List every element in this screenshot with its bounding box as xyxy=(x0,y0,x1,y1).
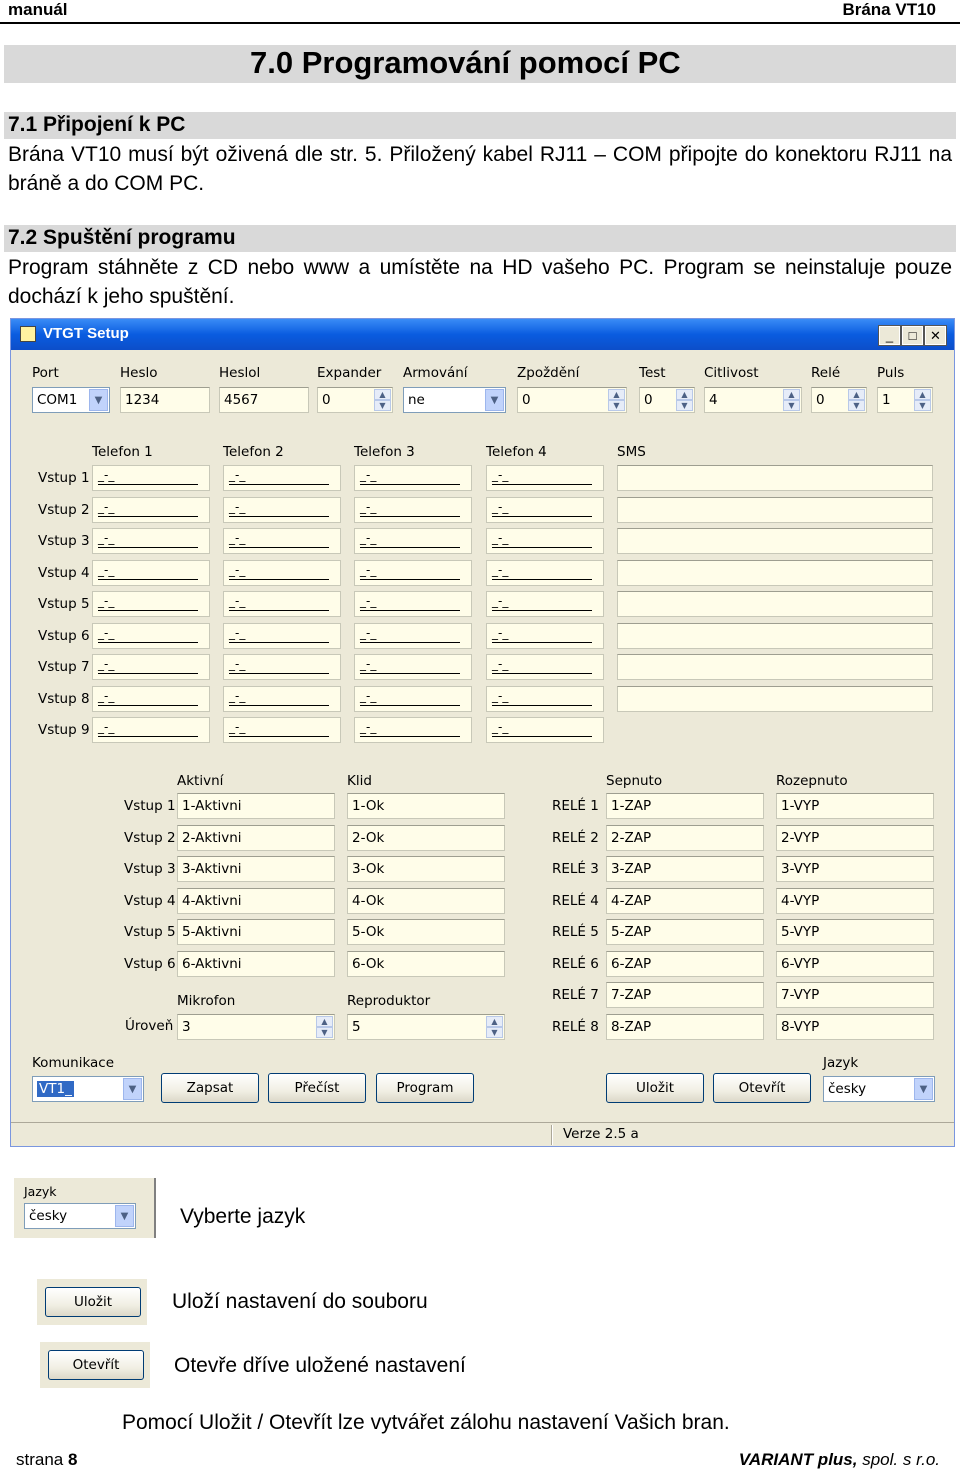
mikrofon-value: 3 xyxy=(182,1019,191,1035)
phone-input[interactable] xyxy=(354,560,472,586)
header-sms: SMS xyxy=(617,444,646,460)
label-mikrofon: Mikrofon xyxy=(177,993,236,1009)
sms-input[interactable] xyxy=(617,528,933,554)
footer-page-number: 8 xyxy=(67,1450,78,1469)
phone-mask: _-_ xyxy=(229,592,329,611)
phone-input[interactable] xyxy=(92,686,210,712)
aktivni-input[interactable]: 3-Aktivni xyxy=(177,856,335,882)
phone-mask: _-_ xyxy=(492,687,592,706)
rozepnuto-input[interactable]: 2-VYP xyxy=(776,825,934,851)
phone-input[interactable] xyxy=(486,528,604,554)
phone-input[interactable] xyxy=(354,654,472,680)
header-telefon-1: Telefon 1 xyxy=(92,444,153,460)
sepnuto-input[interactable]: 3-ZAP xyxy=(606,856,764,882)
spinner-arrows[interactable]: ▲ ▼ xyxy=(374,389,391,411)
sms-input[interactable] xyxy=(617,623,933,649)
jazyk-caption: Vyberte jazyk xyxy=(180,1205,306,1228)
phone-input[interactable] xyxy=(486,591,604,617)
jazyk-select[interactable] xyxy=(823,1076,935,1102)
doc-header-right: Brána VT10 xyxy=(842,0,936,19)
sepnuto-input[interactable]: 4-ZAP xyxy=(606,888,764,914)
phone-input[interactable] xyxy=(354,623,472,649)
aktivni-input[interactable]: 4-Aktivni xyxy=(177,888,335,914)
vstup-label: Vstup 3 xyxy=(38,533,90,549)
header-rozepnuto: Rozepnuto xyxy=(776,773,848,789)
aktivni-input[interactable]: 1-Aktivni xyxy=(177,793,335,819)
maximize-icon[interactable]: □ xyxy=(902,326,923,345)
komunikace-value: VT1_ xyxy=(39,1081,72,1097)
armovani-value: ne xyxy=(408,392,425,408)
section-72-title: 7.2 Spuštění programu xyxy=(8,226,236,249)
phone-mask: _-_ xyxy=(360,466,460,485)
version-label: Verze 2.5 a xyxy=(563,1126,639,1142)
footer-page-label: strana xyxy=(16,1450,64,1469)
status-bar xyxy=(11,1122,954,1146)
spinner-arrows[interactable]: ▲ ▼ xyxy=(848,389,865,411)
phone-mask: _-_ xyxy=(492,561,592,580)
klid-input[interactable]: 4-Ok xyxy=(347,888,505,914)
rozepnuto-input[interactable]: 3-VYP xyxy=(776,856,934,882)
phone-input[interactable] xyxy=(92,528,210,554)
footer-company xyxy=(739,1450,940,1470)
phone-input[interactable] xyxy=(354,497,472,523)
rele-label: RELÉ 8 xyxy=(552,1018,599,1035)
status-vstup-label: Vstup 1 xyxy=(124,798,176,814)
phone-input[interactable] xyxy=(92,497,210,523)
phone-mask: _-_ xyxy=(98,655,198,674)
phone-mask: _-_ xyxy=(360,655,460,674)
heslo-input[interactable]: 1234 xyxy=(120,387,210,413)
label-test: Test xyxy=(639,365,666,381)
label-armovani: Armování xyxy=(403,365,468,381)
window-titlebar xyxy=(11,319,954,350)
mini-jazyk-label: Jazyk xyxy=(24,1184,57,1199)
port-value: COM1 xyxy=(37,392,78,408)
spinner-arrows[interactable]: ▲ ▼ xyxy=(914,389,931,411)
phone-input[interactable] xyxy=(354,465,472,491)
test-value: 0 xyxy=(644,392,653,408)
rozepnuto-input[interactable]: 7-VYP xyxy=(776,982,934,1008)
rozepnuto-input[interactable]: 8-VYP xyxy=(776,1014,934,1040)
spinner-arrows[interactable]: ▲ ▼ xyxy=(608,389,625,411)
phone-input[interactable] xyxy=(92,465,210,491)
vtgt-setup-window xyxy=(10,318,955,1147)
aktivni-input[interactable]: 6-Aktivni xyxy=(177,951,335,977)
phone-input[interactable] xyxy=(223,465,341,491)
jazyk-mini-panel xyxy=(14,1178,156,1238)
close-icon[interactable]: ✕ xyxy=(925,326,946,345)
phone-mask: _-_ xyxy=(98,466,198,485)
phone-input[interactable] xyxy=(223,528,341,554)
status-separator xyxy=(551,1125,553,1145)
header-rule xyxy=(0,22,960,24)
phone-mask: _-_ xyxy=(360,529,460,548)
rele-spinner[interactable] xyxy=(811,387,867,413)
rele-label: RELÉ 7 xyxy=(552,987,599,1003)
sepnuto-input[interactable]: 7-ZAP xyxy=(606,982,764,1008)
citlivost-spinner[interactable] xyxy=(704,387,802,413)
phone-input[interactable] xyxy=(486,654,604,680)
phone-input[interactable] xyxy=(486,686,604,712)
section-72-text: Program stáhněte z CD nebo www a umístěte na HD vašeho PC. Program se neinstaluje pouze dochází k jeho spuštění. xyxy=(8,256,952,308)
phone-input[interactable] xyxy=(486,560,604,586)
sms-input[interactable] xyxy=(617,591,933,617)
otevrit-caption: Otevře dříve uložené nastavení xyxy=(174,1354,466,1377)
spinner-arrows[interactable]: ▲ ▼ xyxy=(486,1016,503,1038)
footer-company-name: VARIANT plus, xyxy=(738,1450,858,1469)
phone-input[interactable] xyxy=(354,686,472,712)
phone-mask: _-_ xyxy=(98,561,198,580)
rozepnuto-input[interactable]: 4-VYP xyxy=(776,888,934,914)
header-telefon-2: Telefon 2 xyxy=(223,444,284,460)
klid-input[interactable]: 5-Ok xyxy=(347,919,505,945)
phone-mask: _-_ xyxy=(98,718,198,737)
sms-input[interactable] xyxy=(617,654,933,680)
phone-input[interactable] xyxy=(223,686,341,712)
heslol-input[interactable]: 4567 xyxy=(219,387,309,413)
footer-company-rest: spol. s r.o. xyxy=(857,1450,940,1469)
ulozit-button[interactable]: Uložit xyxy=(606,1073,704,1103)
sepnuto-input[interactable]: 6-ZAP xyxy=(606,951,764,977)
vstup-label: Vstup 5 xyxy=(38,596,90,612)
label-zpozdeni: Zpoždění xyxy=(517,365,580,381)
phone-mask: _-_ xyxy=(492,592,592,611)
footer-page xyxy=(16,1450,77,1470)
ulozit-mini-panel xyxy=(37,1279,147,1325)
rozepnuto-input[interactable]: 1-VYP xyxy=(776,793,934,819)
puls-spinner[interactable] xyxy=(877,387,933,413)
header-aktivni: Aktivní xyxy=(177,773,224,789)
phone-mask: _-_ xyxy=(98,592,198,611)
otevrit-button[interactable]: Otevřít xyxy=(713,1073,811,1103)
label-puls: Puls xyxy=(877,365,905,381)
label-heslol: Heslol xyxy=(219,365,261,381)
zpozdeni-value: 0 xyxy=(522,392,531,408)
sms-input[interactable] xyxy=(617,497,933,523)
mini-jazyk-select[interactable] xyxy=(24,1203,136,1229)
rele-label: RELÉ 3 xyxy=(552,861,599,877)
program-button[interactable]: Program xyxy=(376,1073,474,1103)
section-71-text: Brána VT10 musí být oživená dle str. 5. Přiložený kabel RJ11 – COM připojte do konektoru RJ11 na bráně a do COM PC. xyxy=(8,143,952,195)
status-vstup-label: Vstup 4 xyxy=(124,892,176,909)
rele-label: RELÉ 5 xyxy=(552,924,599,940)
chevron-down-icon[interactable]: ▼ xyxy=(115,1205,134,1227)
klid-input[interactable]: 1-Ok xyxy=(347,793,505,819)
vstup-label: Vstup 2 xyxy=(38,501,90,518)
phone-input[interactable] xyxy=(223,654,341,680)
aktivni-input[interactable]: 5-Aktivni xyxy=(177,919,335,945)
header-telefon-4: Telefon 4 xyxy=(486,444,547,460)
phone-mask: _-_ xyxy=(229,498,329,517)
status-vstup-label: Vstup 5 xyxy=(124,924,176,940)
ulozit-caption: Uloží nastavení do souboru xyxy=(172,1290,428,1313)
sepnuto-input[interactable]: 8-ZAP xyxy=(606,1014,764,1040)
rele-label: RELÉ 1 xyxy=(552,798,599,814)
sepnuto-input[interactable]: 5-ZAP xyxy=(606,919,764,945)
rele-label: RELÉ 6 xyxy=(552,955,599,972)
phone-mask: _-_ xyxy=(360,624,460,643)
puls-value: 1 xyxy=(882,392,891,408)
phone-mask: _-_ xyxy=(229,466,329,485)
phone-mask: _-_ xyxy=(360,718,460,737)
label-heslo: Heslo xyxy=(120,365,158,381)
label-uroven: Úroveň xyxy=(125,1018,174,1034)
vstup-label: Vstup 7 xyxy=(38,659,90,675)
phone-mask: _-_ xyxy=(98,624,198,643)
label-expander: Expander xyxy=(317,365,382,381)
test-spinner[interactable] xyxy=(639,387,695,413)
mini-otevrit-button[interactable]: Otevřít xyxy=(48,1350,144,1380)
label-komunikace: Komunikace xyxy=(32,1055,115,1071)
phone-mask: _-_ xyxy=(229,718,329,737)
phone-input[interactable] xyxy=(92,654,210,680)
phone-mask: _-_ xyxy=(360,561,460,580)
phone-input[interactable] xyxy=(354,528,472,554)
phone-input[interactable] xyxy=(92,591,210,617)
phone-mask: _-_ xyxy=(492,718,592,737)
armovani-select[interactable] xyxy=(403,387,506,413)
header-klid: Klid xyxy=(347,773,372,789)
app-icon xyxy=(20,326,36,342)
reproduktor-value: 5 xyxy=(352,1019,361,1035)
expander-value: 0 xyxy=(322,392,331,408)
phone-mask: _-_ xyxy=(360,498,460,517)
phone-input[interactable] xyxy=(223,717,341,743)
status-vstup-label: Vstup 6 xyxy=(124,955,176,972)
phone-mask: _-_ xyxy=(492,624,592,643)
klid-input[interactable]: 3-Ok xyxy=(347,856,505,882)
aktivni-input[interactable]: 2-Aktivni xyxy=(177,825,335,851)
sms-input[interactable] xyxy=(617,465,933,491)
phone-mask: _-_ xyxy=(229,561,329,580)
klid-input[interactable]: 2-Ok xyxy=(347,825,505,851)
rozepnuto-input[interactable]: 6-VYP xyxy=(776,951,934,977)
phone-mask: _-_ xyxy=(98,687,198,706)
jazyk-value: česky xyxy=(828,1081,867,1097)
rozepnuto-input[interactable]: 5-VYP xyxy=(776,919,934,945)
label-jazyk: Jazyk xyxy=(823,1055,859,1071)
phone-mask: _-_ xyxy=(98,529,198,548)
chapter-title: 7.0 Programování pomocí PC xyxy=(250,45,681,80)
phone-mask: _-_ xyxy=(229,687,329,706)
expander-spinner[interactable] xyxy=(317,387,393,413)
chevron-down-icon[interactable]: ▼ xyxy=(123,1078,142,1100)
phone-mask: _-_ xyxy=(98,498,198,517)
sepnuto-input[interactable]: 2-ZAP xyxy=(606,825,764,851)
phone-input[interactable] xyxy=(223,623,341,649)
phone-input[interactable] xyxy=(223,560,341,586)
zapsat-button[interactable]: Zapsat xyxy=(161,1073,259,1103)
phone-input[interactable] xyxy=(92,623,210,649)
precist-button[interactable]: Přečíst xyxy=(268,1073,366,1103)
vstup-label: Vstup 8 xyxy=(38,690,90,707)
phone-input[interactable] xyxy=(486,717,604,743)
phone-input[interactable] xyxy=(223,591,341,617)
vstup-label: Vstup 6 xyxy=(38,627,90,644)
phone-mask: _-_ xyxy=(360,687,460,706)
phone-mask: _-_ xyxy=(229,529,329,548)
phone-input[interactable] xyxy=(354,591,472,617)
label-port: Port xyxy=(32,365,59,381)
header-sepnuto: Sepnuto xyxy=(606,773,663,789)
phone-mask: _-_ xyxy=(492,655,592,674)
citlivost-value: 4 xyxy=(709,392,718,408)
rele-label: RELÉ 4 xyxy=(552,892,599,909)
zpozdeni-spinner[interactable] xyxy=(517,387,627,413)
phone-input[interactable] xyxy=(486,623,604,649)
spinner-arrows[interactable]: ▲ ▼ xyxy=(783,389,800,411)
rele-value: 0 xyxy=(816,392,825,408)
status-vstup-label: Vstup 2 xyxy=(124,829,176,846)
doc-header-left: manuál xyxy=(8,0,68,19)
phone-mask: _-_ xyxy=(492,529,592,548)
chevron-down-icon[interactable]: ▼ xyxy=(485,389,504,411)
komunikace-select[interactable] xyxy=(32,1076,144,1102)
phone-input[interactable] xyxy=(486,465,604,491)
mini-jazyk-value: česky xyxy=(29,1208,68,1224)
minimize-icon[interactable]: _ xyxy=(879,326,900,345)
label-reproduktor: Reproduktor xyxy=(347,993,431,1009)
sms-input[interactable] xyxy=(617,560,933,586)
phone-mask: _-_ xyxy=(229,655,329,674)
header-telefon-3: Telefon 3 xyxy=(354,444,415,460)
label-rele: Relé xyxy=(811,365,841,381)
phone-mask: _-_ xyxy=(360,592,460,611)
mini-ulozit-button[interactable]: Uložit xyxy=(45,1287,141,1317)
spinner-arrows[interactable]: ▲ ▼ xyxy=(676,389,693,411)
phone-mask: _-_ xyxy=(492,466,592,485)
label-citlivost: Citlivost xyxy=(704,365,759,381)
sms-input[interactable] xyxy=(617,686,933,712)
phone-input[interactable] xyxy=(92,560,210,586)
status-vstup-label: Vstup 3 xyxy=(124,861,176,877)
phone-input[interactable] xyxy=(92,717,210,743)
window-title: VTGT Setup xyxy=(43,325,129,342)
phone-input[interactable] xyxy=(223,497,341,523)
chevron-down-icon[interactable]: ▼ xyxy=(914,1078,933,1100)
backup-note: Pomocí Uložit / Otevřít lze vytvářet zálohu nastavení Vašich bran. xyxy=(122,1411,730,1434)
reproduktor-spinner[interactable] xyxy=(347,1014,505,1040)
mikrofon-spinner[interactable] xyxy=(177,1014,335,1040)
port-select[interactable] xyxy=(32,387,110,413)
vstup-label: Vstup 1 xyxy=(38,470,90,486)
sepnuto-input[interactable]: 1-ZAP xyxy=(606,793,764,819)
klid-input[interactable]: 6-Ok xyxy=(347,951,505,977)
section-71-title: 7.1 Připojení k PC xyxy=(8,113,186,136)
rele-label: RELÉ 2 xyxy=(552,829,599,846)
phone-input[interactable] xyxy=(354,717,472,743)
phone-mask: _-_ xyxy=(229,624,329,643)
otevrit-mini-panel xyxy=(40,1342,150,1388)
spinner-arrows[interactable]: ▲ ▼ xyxy=(316,1016,333,1038)
phone-mask: _-_ xyxy=(492,498,592,517)
phone-input[interactable] xyxy=(486,497,604,523)
chevron-down-icon[interactable]: ▼ xyxy=(89,389,108,411)
vstup-label: Vstup 9 xyxy=(38,722,90,738)
vstup-label: Vstup 4 xyxy=(38,564,90,581)
